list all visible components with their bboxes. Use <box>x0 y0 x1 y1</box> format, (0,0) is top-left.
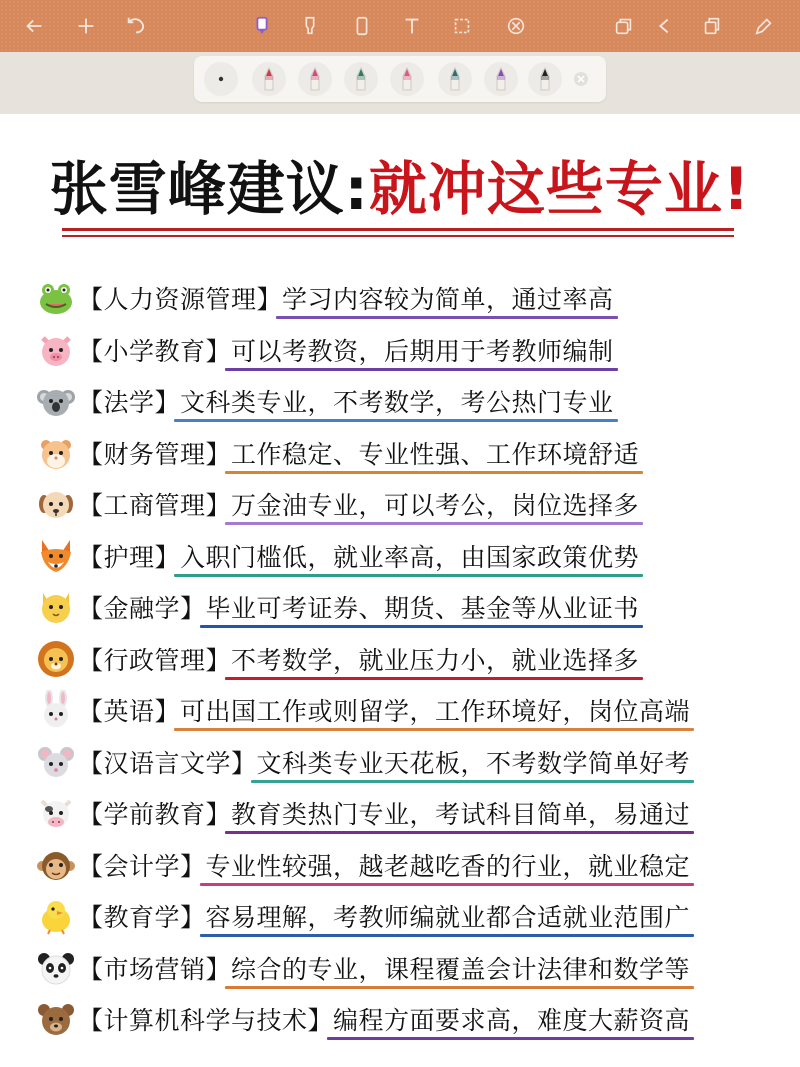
desc-underline <box>174 419 618 422</box>
pen-dot[interactable] <box>204 62 238 96</box>
list-item <box>36 585 776 633</box>
major-desc: 入职门槛低，就业率高，由国家政策优势 <box>180 542 640 572</box>
major-tag: 【会计学】 <box>78 851 206 881</box>
list-item <box>36 431 776 479</box>
mouse-emoji-icon <box>36 742 76 782</box>
major-tag: 【汉语言文学】 <box>78 748 257 778</box>
major-desc: 可出国工作或则留学，工作环境好，岗位高端 <box>180 697 691 726</box>
major-tag: 【财务管理】 <box>78 439 232 469</box>
major-tag: 【工商管理】 <box>78 491 232 520</box>
major-desc: 文科类专业天花板，不考数学简单好考 <box>256 748 691 778</box>
list-item <box>36 637 776 685</box>
text-icon[interactable] <box>392 6 432 46</box>
major-desc: 万金油专业，可以考公，岗位选择多 <box>231 491 640 520</box>
title-rule-top <box>62 228 734 231</box>
item-text <box>78 744 690 780</box>
monkey-emoji-icon <box>36 845 76 885</box>
major-desc: 专业性较强，越老越吃香的行业，就业稳定 <box>205 851 691 881</box>
major-desc: 编程方面要求高，难度大薪资高 <box>333 1006 691 1035</box>
item-text <box>78 589 639 625</box>
item-text <box>78 435 639 471</box>
major-tag: 【英语】 <box>78 697 181 726</box>
undo-icon[interactable] <box>116 6 156 46</box>
pen-black[interactable] <box>528 62 562 96</box>
list-item <box>36 534 776 582</box>
koala-emoji-icon <box>36 381 76 421</box>
major-tag: 【人力资源管理】 <box>78 285 283 314</box>
item-text <box>78 795 690 831</box>
chick-emoji-icon <box>36 896 76 936</box>
bear-emoji-icon <box>36 999 76 1039</box>
title-part-red: 就冲这些专业! <box>368 155 751 223</box>
list-item <box>36 740 776 788</box>
major-desc: 教育类热门专业，考试科目简单，易通过 <box>231 800 691 829</box>
major-desc: 可以考教资，后期用于考教师编制 <box>231 336 614 366</box>
desc-underline <box>174 574 643 577</box>
major-desc: 毕业可考证券、期货、基金等从业证书 <box>205 594 640 623</box>
desc-underline <box>251 780 695 783</box>
item-text <box>78 950 690 986</box>
desc-underline <box>225 522 643 525</box>
lasso-select-icon[interactable] <box>442 6 482 46</box>
pen-palette <box>194 56 606 102</box>
item-text <box>78 847 690 883</box>
desc-underline <box>200 934 695 937</box>
pen-rose[interactable] <box>390 62 424 96</box>
plus-icon[interactable] <box>66 6 106 46</box>
frog-emoji-icon <box>36 278 76 318</box>
pen-purple[interactable] <box>484 62 518 96</box>
lion-emoji-icon <box>36 639 76 679</box>
list-item <box>36 997 776 1045</box>
desc-underline <box>327 1037 694 1040</box>
desc-underline <box>225 368 618 371</box>
major-tag: 【市场营销】 <box>78 954 232 984</box>
list-item <box>36 482 776 530</box>
eraser-icon[interactable] <box>342 6 382 46</box>
pen-red[interactable] <box>252 62 286 96</box>
major-desc: 综合的专业，课程覆盖会计法律和数学等 <box>231 954 691 984</box>
list-item <box>36 379 776 427</box>
list-item <box>36 843 776 891</box>
desc-underline <box>225 986 694 989</box>
major-tag: 【行政管理】 <box>78 645 232 675</box>
major-tag: 【法学】 <box>78 388 181 417</box>
item-text <box>78 486 639 522</box>
item-text <box>78 383 614 419</box>
major-desc: 文科类专业，不考数学，考公热门专业 <box>180 388 614 417</box>
major-tag: 【教育学】 <box>78 903 206 932</box>
hamster-emoji-icon <box>36 433 76 473</box>
back-arrow-icon[interactable] <box>14 6 54 46</box>
major-tag: 【金融学】 <box>78 594 206 623</box>
major-tag: 【学前教育】 <box>78 800 232 829</box>
pen-green[interactable] <box>344 62 378 96</box>
desc-underline <box>200 883 695 886</box>
list-item <box>36 946 776 994</box>
highlighter-icon[interactable] <box>290 6 330 46</box>
marker-pen-icon[interactable] <box>242 6 282 46</box>
title-rule-bottom <box>62 235 734 237</box>
palette-close-icon[interactable] <box>564 62 598 96</box>
pen-teal[interactable] <box>438 62 472 96</box>
title-part-black: 张雪峰建议: <box>49 155 369 223</box>
item-text <box>78 1001 690 1037</box>
list-item <box>36 688 776 736</box>
cat-emoji-icon <box>36 587 76 627</box>
close-circle-icon[interactable] <box>496 6 536 46</box>
major-tag: 【小学教育】 <box>78 336 232 366</box>
list-item <box>36 791 776 839</box>
share-icon[interactable] <box>644 6 684 46</box>
major-tag: 【护理】 <box>78 542 181 572</box>
list-item <box>36 328 776 376</box>
list-item <box>36 276 776 324</box>
item-text <box>78 332 614 368</box>
copy-icon[interactable] <box>692 6 732 46</box>
desc-underline <box>200 625 644 628</box>
desc-underline <box>174 728 694 731</box>
top-toolbar <box>0 0 800 52</box>
item-text <box>78 280 614 316</box>
item-text <box>78 692 690 728</box>
desc-underline <box>225 831 694 834</box>
item-text <box>78 898 690 934</box>
major-desc: 工作稳定、专业性强、工作环境舒适 <box>231 439 640 469</box>
pen-pink[interactable] <box>298 62 332 96</box>
panda-emoji-icon <box>36 948 76 988</box>
major-tag: 【计算机科学与技术】 <box>78 1006 334 1035</box>
cow-emoji-icon <box>36 793 76 833</box>
item-text <box>78 538 639 574</box>
fox-emoji-icon <box>36 536 76 576</box>
item-text <box>78 641 639 677</box>
list-item <box>36 894 776 942</box>
major-desc: 不考数学，就业压力小，就业选择多 <box>231 645 640 675</box>
desc-underline <box>225 471 643 474</box>
settings-pen-icon[interactable] <box>744 6 784 46</box>
page-title <box>0 142 800 226</box>
major-desc: 容易理解，考教师编就业都合适就业范围广 <box>205 903 691 932</box>
dog-emoji-icon <box>36 484 76 524</box>
rabbit-emoji-icon <box>36 690 76 730</box>
major-desc: 学习内容较为简单，通过率高 <box>282 285 614 314</box>
desc-underline <box>225 677 643 680</box>
pig-emoji-icon <box>36 330 76 370</box>
desc-underline <box>276 316 618 319</box>
layers-icon[interactable] <box>604 6 644 46</box>
